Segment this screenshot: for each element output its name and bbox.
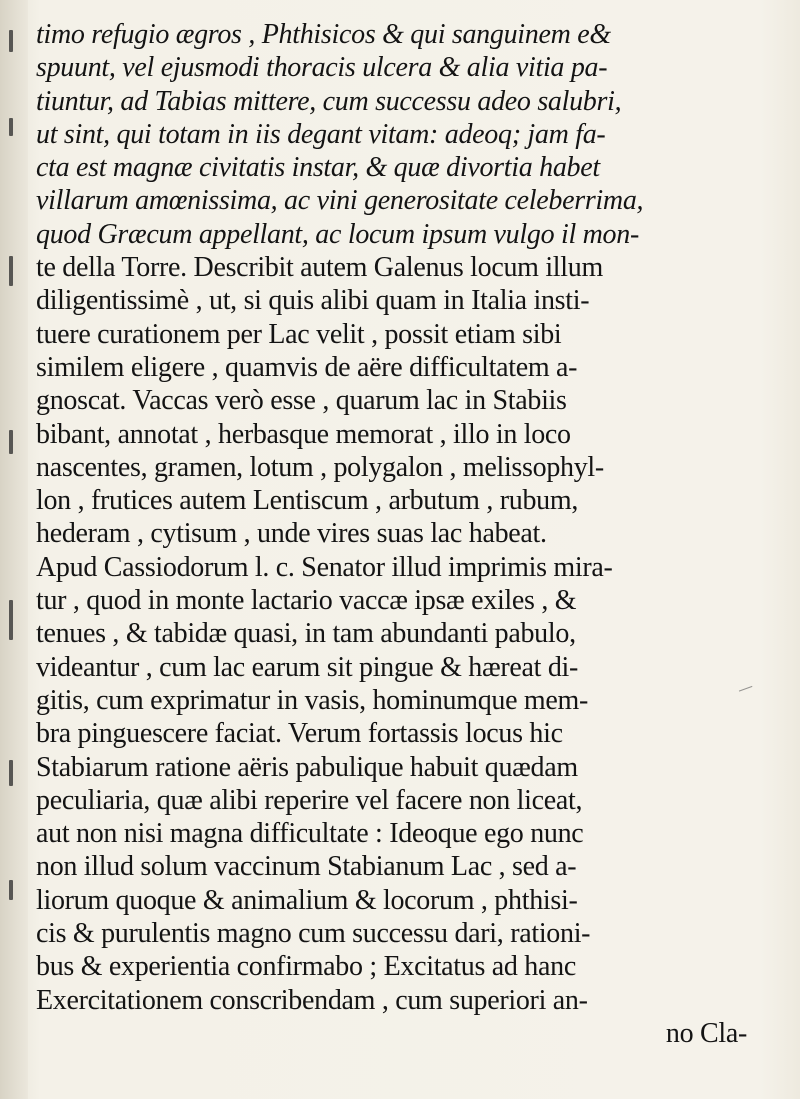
gutter-mark bbox=[9, 880, 13, 900]
text-line: tuere curationem per Lac velit , possit etiam sibi bbox=[36, 318, 562, 350]
text-line: similem eligere , quamvis de aëre difficultatem a- bbox=[36, 351, 578, 383]
text-line: bra pinguescere faciat. Verum fortassis locus hic bbox=[36, 718, 563, 750]
text-line: timo refugio ægros , Phthisicos & qui sanguinem e& bbox=[36, 19, 611, 50]
text-line: bus & experientia confirmabo ; Excitatus ad hanc bbox=[36, 951, 576, 983]
text-line: nascentes, gramen, lotum , polygalon , melissophyl- bbox=[36, 451, 604, 483]
text-line: aut non nisi magna difficultate : Ideoque ego nunc bbox=[36, 818, 584, 850]
catchword: no Cla- bbox=[665, 1017, 747, 1049]
text-line: Stabiarum ratione aëris pabulique habuit quædam bbox=[36, 751, 578, 783]
text-line: diligentissimè , ut, si quis alibi quam in Italia insti- bbox=[36, 285, 590, 317]
text-line: bibant, annotat , herbasque memorat , illo in loco bbox=[36, 418, 571, 450]
text-line: gnoscat. Vaccas verò esse , quarum lac in Stabiis bbox=[36, 385, 567, 417]
text-line: peculiaria, quæ alibi reperire vel facere non liceat, bbox=[36, 784, 583, 816]
binding-gutter bbox=[0, 0, 28, 1099]
text-line: quod Græcum appellant, ac locum ipsum vulgo il mon- bbox=[36, 218, 639, 250]
text-line: cta est magnæ civitatis instar, & quæ divortia habet bbox=[36, 152, 600, 184]
text-line: tenues , & tabidæ quasi, in tam abundanti pabulo, bbox=[36, 618, 576, 650]
text-line: spuunt, vel ejusmodi thoracis ulcera & alia vitia pa- bbox=[36, 52, 608, 84]
text-line: tur , quod in monte lactario vaccæ ipsæ exiles , & bbox=[36, 585, 577, 617]
gutter-mark bbox=[9, 760, 13, 786]
gutter-mark bbox=[9, 430, 13, 454]
text-line: videantur , cum lac earum sit pingue & hæreat di- bbox=[36, 651, 579, 683]
gutter-mark bbox=[9, 118, 13, 136]
text-line: cis & purulentis magno cum successu dari, rationi- bbox=[36, 918, 591, 950]
text-line: ut sint, qui totam in iis degant vitam: adeoq; jam fa- bbox=[36, 118, 606, 150]
text-line: lon , frutices autem Lentiscum , arbutum , rubum, bbox=[36, 485, 579, 517]
text-line: Exercitationem conscribendam , cum superiori an- bbox=[36, 984, 588, 1016]
text-line: hederam , cytisum , unde vires suas lac habeat. bbox=[36, 518, 547, 550]
gutter-mark bbox=[9, 256, 13, 286]
text-line: villarum amœnissima, ac vini generositate celeberrima, bbox=[36, 185, 644, 217]
text-line: liorum quoque & animalium & locorum , phthisi- bbox=[36, 884, 578, 916]
gutter-mark bbox=[9, 600, 13, 640]
text-line: te della Torre. Describit autem Galenus locum illum bbox=[36, 252, 603, 284]
text-line: tiuntur, ad Tabias mittere, cum successu adeo salubri, bbox=[36, 85, 622, 117]
gutter-mark bbox=[9, 30, 13, 52]
text-line: Apud Cassiodorum l. c. Senator illud imprimis mira- bbox=[36, 551, 613, 583]
text-line: non illud solum vaccinum Stabianum Lac , sed a- bbox=[36, 851, 577, 883]
text-line: gitis, cum exprimatur in vasis, hominumque mem- bbox=[36, 684, 589, 716]
body-text bbox=[36, 18, 791, 1050]
